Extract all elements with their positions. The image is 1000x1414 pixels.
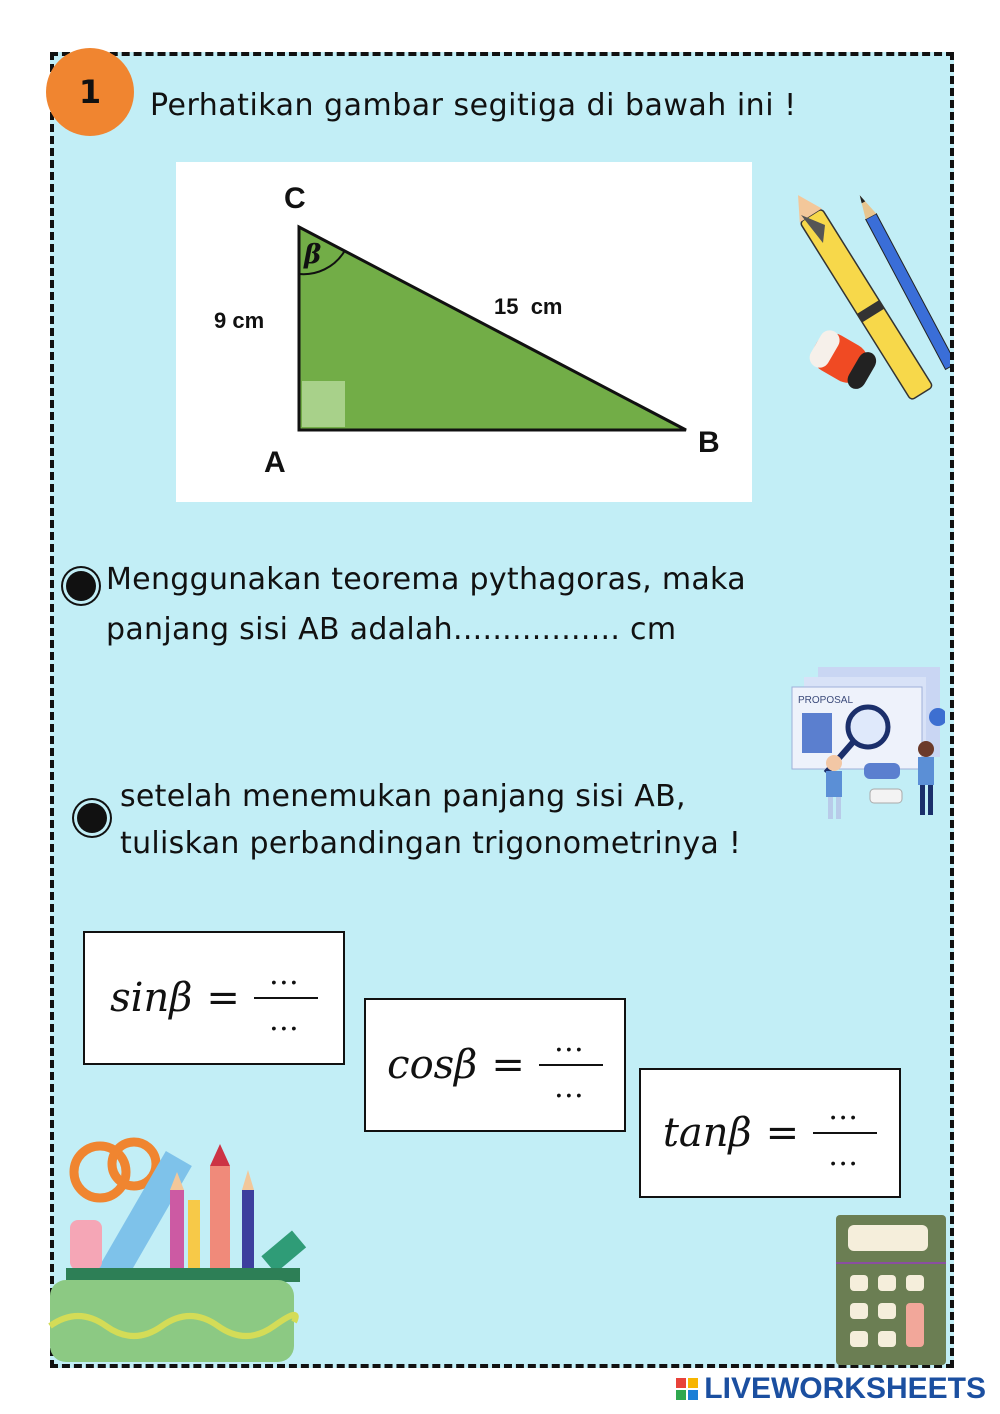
bullet-1-icon <box>66 571 96 601</box>
bullet-1-line-1: Menggunakan teorema pythagoras, maka <box>106 562 746 597</box>
tan-label: tanβ <box>662 1110 752 1156</box>
proposal-illustration <box>790 665 945 820</box>
sin-answer-box[interactable] <box>83 931 345 1065</box>
tan-fraction <box>813 1092 877 1174</box>
proposal-label: PROPOSAL <box>798 695 854 706</box>
vertex-b-label: B <box>698 426 720 459</box>
sin-fraction <box>254 957 318 1039</box>
proposal-illustration-icon <box>790 665 945 820</box>
pencils-illustration-icon <box>795 185 950 420</box>
calculator-icon <box>836 1215 946 1365</box>
cos-numerator[interactable]: … <box>553 1024 588 1059</box>
vertex-a-label: A <box>264 446 286 479</box>
cos-answer-box[interactable] <box>364 998 626 1132</box>
question-title: Perhatikan gambar segitiga di bawah ini ! <box>150 88 797 123</box>
sin-denominator[interactable]: … <box>268 1003 303 1038</box>
right-angle-marker <box>302 381 345 427</box>
liveworksheets-logo-icon <box>676 1378 698 1400</box>
bullet-2-line-1: setelah menemukan panjang sisi AB, <box>120 779 686 814</box>
sin-numerator[interactable]: … <box>268 957 303 992</box>
triangle-figure <box>176 162 752 502</box>
question-number-badge <box>46 48 134 136</box>
sin-label: sinβ <box>110 975 193 1021</box>
pencil-case-illustration-icon <box>48 1130 318 1365</box>
question-number: 1 <box>78 73 102 111</box>
sin-equals: = <box>206 975 240 1021</box>
cos-denominator[interactable]: … <box>553 1070 588 1105</box>
cos-label: cosβ <box>387 1042 478 1088</box>
triangle-shape <box>299 227 686 430</box>
sin-fraction-bar <box>254 997 318 999</box>
side-ac-label: 9 cm <box>214 308 265 333</box>
tan-answer-box[interactable] <box>639 1068 901 1198</box>
tan-numerator[interactable]: … <box>828 1092 863 1127</box>
tan-fraction-bar <box>813 1132 877 1134</box>
angle-beta-label: β <box>304 240 322 270</box>
vertex-c-label: C <box>284 182 306 215</box>
cos-fraction <box>539 1024 603 1106</box>
liveworksheets-brand <box>676 1372 986 1406</box>
cos-fraction-bar <box>539 1064 603 1066</box>
tan-equals: = <box>765 1110 800 1156</box>
tan-denominator[interactable]: … <box>828 1138 863 1173</box>
side-bc-label: 15 cm <box>494 294 563 319</box>
cos-equals: = <box>491 1042 525 1088</box>
bullet-2-line-2: tuliskan perbandingan trigonometrinya ! <box>120 826 742 861</box>
brand-name: LIVEWORKSHEETS <box>704 1372 986 1405</box>
bullet-1-line-2: panjang sisi AB adalah................. cm <box>106 612 677 647</box>
bullet-2-icon <box>77 803 107 833</box>
